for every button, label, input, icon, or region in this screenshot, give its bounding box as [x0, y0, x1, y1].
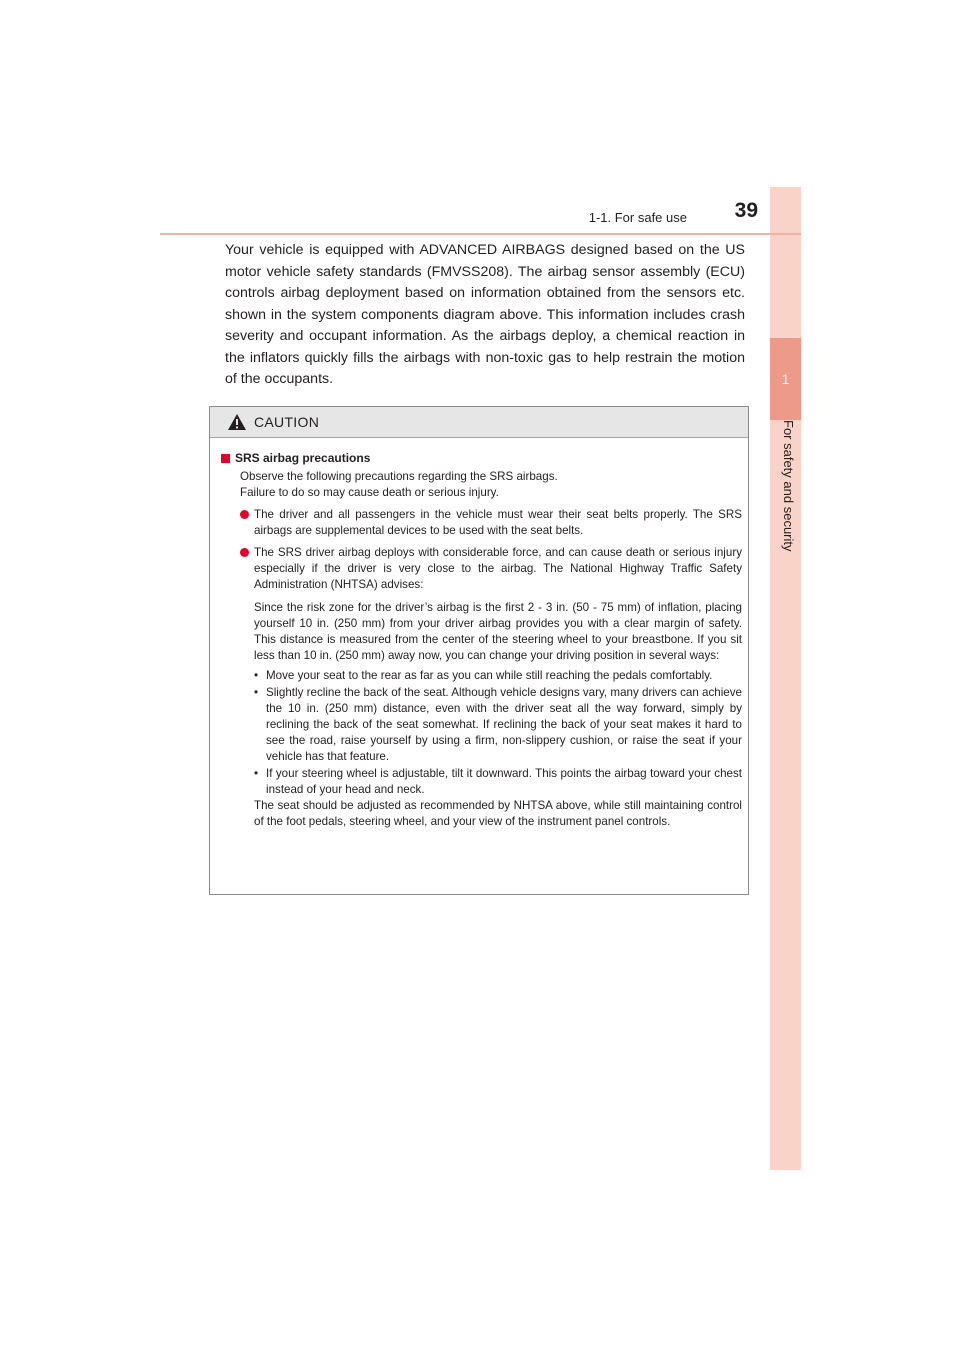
caution-header — [210, 407, 748, 438]
closing-paragraph: The seat should be adjusted as recommended by NHTSA above, while still maintaining control of the foot pedals, steering wheel, and your view of the instrument panel controls. — [254, 799, 742, 829]
risk-zone-block — [254, 600, 742, 798]
circle-bullet-icon — [240, 548, 249, 557]
tip-item: • Move your seat to the rear as far as you can while still reaching the pedals comfortably. — [254, 668, 742, 684]
square-bullet-icon — [221, 454, 230, 463]
driver-airbag-text: The SRS driver airbag deploys with considerable force, and can cause death or serious injury especially if the driver is very close to the airbag. The National Highway Traffic Safety Administration (NHTSA) advises: — [254, 546, 742, 592]
chapter-number: 1 — [781, 371, 790, 387]
warning-triangle-icon — [227, 413, 247, 431]
risk-zone-paragraph: Since the risk zone for the driver’s airbag is the first 2 - 3 in. (50 - 75 mm) of inflation, placing yourself 10 in. (250 mm) from your driver airbag provides you with a clear margin of safety. This distance is measured from the center of the steering wheel to your breastbone. If you sit less than 10 in. (250 mm) away now, you can change your driving position in several ways: — [254, 600, 742, 663]
section-title: 1-1. For safe use — [588, 210, 687, 225]
caution-box — [209, 406, 749, 895]
caution-title: CAUTION — [254, 414, 320, 430]
intro-paragraph: Your vehicle is equipped with ADVANCED AIRBAGS designed based on the US motor vehicle safety standards (FMVSS208). The airbag sensor assembly (ECU) controls airbag deployment based on information obtained from the sensors etc. shown in the system components diagram above. This information includes crash severity and occupant information. As the airbags deploy, a chemical reaction in the inflators quickly fills the airbags with non-toxic gas to help restrain the motion of the occupants. — [225, 242, 745, 387]
chapter-label-container — [770, 420, 801, 680]
precaution-desc-line-2: Failure to do so may cause death or serious injury. — [240, 486, 499, 500]
list-item — [219, 545, 742, 594]
caution-body — [210, 438, 748, 830]
circle-bullet-icon — [240, 510, 249, 519]
precaution-heading-text: SRS airbag precautions — [235, 451, 371, 465]
list-item — [219, 507, 742, 539]
precaution-description — [219, 469, 742, 501]
chapter-tab — [770, 338, 801, 420]
driving-position-tips — [254, 668, 742, 798]
seat-belt-text: The driver and all passengers in the vehicle must wear their seat belts properly. The SRS airbags are supplemental devices to be used with the seat belts. — [254, 507, 742, 537]
tip-item: • Slightly recline the back of the seat. Although vehicle designs vary, many drivers can achieve the 10 in. (250 mm) distance, even with the driver seat all the way forward, simply by reclining the back of the seat somewhat. If reclining the back of your seat makes it hard to see the road, raise yourself by using a firm, non-slippery cushion, or raise the seat if your vehicle has that feature. — [254, 685, 742, 766]
precaution-desc-line-1: Observe the following precautions regarding the SRS airbags. — [240, 470, 558, 484]
header-rule — [160, 233, 801, 235]
page-number: 39 — [734, 199, 758, 222]
precaution-heading — [219, 450, 742, 466]
chapter-title: For safety and security — [780, 420, 796, 552]
tip-item: • If your steering wheel is adjustable, tilt it downward. This points the airbag toward your chest instead of your head and neck. — [254, 766, 742, 798]
